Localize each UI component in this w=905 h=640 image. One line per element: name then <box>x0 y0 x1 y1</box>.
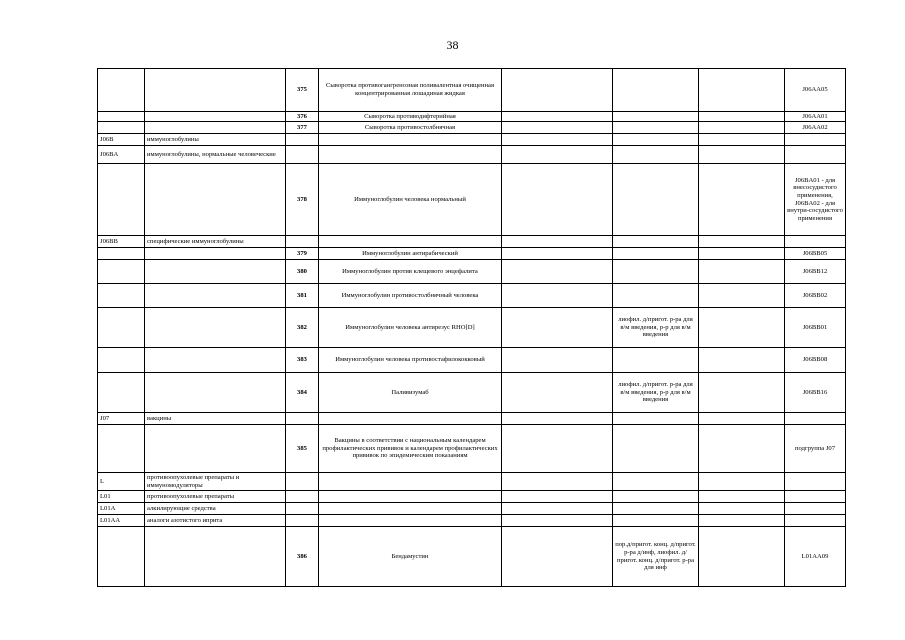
dosage-form-cell <box>613 348 699 373</box>
drug-name-cell: Иммуноглобулин противостолбнячный человека <box>319 284 502 308</box>
empty-cell <box>699 164 785 236</box>
table-row <box>98 473 846 491</box>
atc-code-cell: J06AA05 <box>785 69 846 112</box>
empty-cell <box>699 373 785 413</box>
row-number-cell <box>286 413 319 425</box>
dosage-form-cell: лиофил. д/пригот. р-ра для в/м введения, р-р для в/м введения <box>613 373 699 413</box>
empty-cell <box>502 473 613 491</box>
atc-code-cell <box>785 236 846 248</box>
empty-cell <box>699 348 785 373</box>
drug-name-cell <box>319 236 502 248</box>
atc-group-name-cell <box>145 260 286 284</box>
atc-group-name-cell: противоопухолевые препараты и иммуномодуляторы <box>145 473 286 491</box>
table-row <box>98 491 846 503</box>
atc-group-name-cell <box>145 122 286 134</box>
atc-group-code-cell: L01AA <box>98 515 145 527</box>
table-row <box>98 69 846 112</box>
empty-cell <box>699 527 785 587</box>
atc-group-code-cell <box>98 284 145 308</box>
dosage-form-cell <box>613 284 699 308</box>
dosage-form-cell: пор.д/пригот. конц. д/пригот. р-ра д/инф, лиофил. д/пригот. конц. д/пригот. р-ра для инф <box>613 527 699 587</box>
atc-group-code-cell: L <box>98 473 145 491</box>
atc-group-name-cell <box>145 248 286 260</box>
atc-code-cell: J06BB05 <box>785 248 846 260</box>
row-number-cell <box>286 503 319 515</box>
drug-name-cell: Сыворотка противостолбнячная <box>319 122 502 134</box>
atc-code-cell <box>785 515 846 527</box>
empty-cell <box>502 112 613 122</box>
dosage-form-cell <box>613 503 699 515</box>
drug-name-cell <box>319 146 502 164</box>
table-row <box>98 260 846 284</box>
empty-cell <box>502 413 613 425</box>
empty-cell <box>502 284 613 308</box>
atc-code-cell: J06AA01 <box>785 112 846 122</box>
drug-list-table <box>97 68 846 587</box>
table-row <box>98 425 846 473</box>
row-number-cell <box>286 491 319 503</box>
empty-cell <box>699 425 785 473</box>
atc-group-name-cell: специфические иммуноглобулины <box>145 236 286 248</box>
empty-cell <box>699 491 785 503</box>
drug-name-cell: Сыворотка противодифтерийная <box>319 112 502 122</box>
row-number-cell <box>286 146 319 164</box>
atc-code-cell <box>785 503 846 515</box>
table-body <box>98 69 846 587</box>
empty-cell <box>699 515 785 527</box>
empty-cell <box>502 491 613 503</box>
empty-cell <box>699 248 785 260</box>
dosage-form-cell <box>613 473 699 491</box>
dosage-form-cell <box>613 491 699 503</box>
dosage-form-cell <box>613 112 699 122</box>
empty-cell <box>502 373 613 413</box>
atc-group-name-cell <box>145 69 286 112</box>
dosage-form-cell <box>613 248 699 260</box>
empty-cell <box>502 260 613 284</box>
atc-group-name-cell <box>145 527 286 587</box>
row-number-cell: 377 <box>286 122 319 134</box>
atc-code-cell: J06BB01 <box>785 308 846 348</box>
empty-cell <box>502 503 613 515</box>
empty-cell <box>699 236 785 248</box>
atc-group-code-cell <box>98 122 145 134</box>
atc-group-code-cell <box>98 373 145 413</box>
drug-name-cell: Вакцины в соответствии с национальным календарем профилактических прививок и календарем профилактических прививок по эпидемическим показаниям <box>319 425 502 473</box>
atc-group-name-cell: алкилирующие средства <box>145 503 286 515</box>
atc-group-name-cell <box>145 308 286 348</box>
atc-code-cell: J06AA02 <box>785 122 846 134</box>
empty-cell <box>699 260 785 284</box>
empty-cell <box>699 122 785 134</box>
drug-name-cell <box>319 515 502 527</box>
atc-code-cell <box>785 413 846 425</box>
row-number-cell: 381 <box>286 284 319 308</box>
dosage-form-cell <box>613 260 699 284</box>
atc-group-code-cell <box>98 527 145 587</box>
atc-code-cell <box>785 473 846 491</box>
atc-group-code-cell <box>98 112 145 122</box>
empty-cell <box>699 112 785 122</box>
atc-group-code-cell: J07 <box>98 413 145 425</box>
atc-group-name-cell <box>145 425 286 473</box>
empty-cell <box>502 527 613 587</box>
atc-code-cell: J06BB08 <box>785 348 846 373</box>
atc-group-code-cell: L01 <box>98 491 145 503</box>
atc-group-name-cell <box>145 373 286 413</box>
atc-group-code-cell <box>98 348 145 373</box>
table-row <box>98 248 846 260</box>
dosage-form-cell <box>613 164 699 236</box>
empty-cell <box>502 69 613 112</box>
dosage-form-cell <box>613 236 699 248</box>
atc-group-name-cell: аналоги азотистого иприта <box>145 515 286 527</box>
dosage-form-cell <box>613 515 699 527</box>
empty-cell <box>502 425 613 473</box>
drug-name-cell: Иммуноглобулин против клещевого энцефалита <box>319 260 502 284</box>
drug-name-cell: Бендамустин <box>319 527 502 587</box>
atc-code-cell: J06BB16 <box>785 373 846 413</box>
drug-name-cell: Иммуноглобулин человека противостафилококковый <box>319 348 502 373</box>
empty-cell <box>699 308 785 348</box>
empty-cell <box>699 503 785 515</box>
table-row <box>98 122 846 134</box>
row-number-cell: 386 <box>286 527 319 587</box>
atc-code-cell <box>785 146 846 164</box>
drug-name-cell <box>319 134 502 146</box>
atc-code-cell: подгруппа J07 <box>785 425 846 473</box>
atc-group-name-cell <box>145 284 286 308</box>
empty-cell <box>502 146 613 164</box>
table-row <box>98 164 846 236</box>
empty-cell <box>502 122 613 134</box>
empty-cell <box>502 134 613 146</box>
row-number-cell: 379 <box>286 248 319 260</box>
row-number-cell: 384 <box>286 373 319 413</box>
atc-group-name-cell <box>145 164 286 236</box>
empty-cell <box>699 146 785 164</box>
dosage-form-cell <box>613 425 699 473</box>
atc-group-code-cell <box>98 69 145 112</box>
row-number-cell <box>286 236 319 248</box>
dosage-form-cell: лиофил. д/пригот. р-ра для в/м введения, р-р для в/м введения <box>613 308 699 348</box>
atc-group-code-cell: J06BB <box>98 236 145 248</box>
atc-code-cell: L01AA09 <box>785 527 846 587</box>
empty-cell <box>502 348 613 373</box>
atc-code-cell: J06BA01 - для внесосудистого применения, J06BA02 - для внутри-сосудистого применения <box>785 164 846 236</box>
atc-group-name-cell: вакцины <box>145 413 286 425</box>
atc-group-name-cell <box>145 112 286 122</box>
drug-name-cell: Сыворотка противогангренозная поливалентная очищенная концентрированная лошадиная жидкая <box>319 69 502 112</box>
atc-code-cell: J06BB02 <box>785 284 846 308</box>
table-row <box>98 284 846 308</box>
table-row <box>98 515 846 527</box>
drug-name-cell: Паливизумаб <box>319 373 502 413</box>
atc-group-name-cell: иммуноглобулины <box>145 134 286 146</box>
drug-name-cell: Иммуноглобулин человека нормальный <box>319 164 502 236</box>
empty-cell <box>502 248 613 260</box>
table-row <box>98 348 846 373</box>
atc-code-cell: J06BB12 <box>785 260 846 284</box>
empty-cell <box>502 515 613 527</box>
table-row <box>98 236 846 248</box>
empty-cell <box>502 308 613 348</box>
atc-group-code-cell: J06BA <box>98 146 145 164</box>
table-row <box>98 112 846 122</box>
atc-group-code-cell <box>98 308 145 348</box>
row-number-cell <box>286 473 319 491</box>
drug-name-cell <box>319 503 502 515</box>
atc-group-code-cell <box>98 164 145 236</box>
drug-name-cell: Иммуноглобулин человека антирезус RHO[D] <box>319 308 502 348</box>
atc-code-cell <box>785 491 846 503</box>
empty-cell <box>502 236 613 248</box>
atc-group-code-cell <box>98 248 145 260</box>
atc-group-name-cell <box>145 348 286 373</box>
table-row <box>98 503 846 515</box>
empty-cell <box>699 69 785 112</box>
dosage-form-cell <box>613 122 699 134</box>
atc-code-cell <box>785 134 846 146</box>
row-number-cell: 385 <box>286 425 319 473</box>
row-number-cell: 375 <box>286 69 319 112</box>
drug-name-cell <box>319 413 502 425</box>
atc-group-name-cell: иммуноглобулины, нормальные человеческие <box>145 146 286 164</box>
empty-cell <box>699 134 785 146</box>
empty-cell <box>699 284 785 308</box>
atc-group-code-cell: J06B <box>98 134 145 146</box>
page-number: 38 <box>446 38 459 52</box>
row-number-cell <box>286 515 319 527</box>
drug-name-cell <box>319 491 502 503</box>
atc-group-name-cell: противоопухолевые препараты <box>145 491 286 503</box>
table-row <box>98 134 846 146</box>
row-number-cell: 378 <box>286 164 319 236</box>
table-row <box>98 413 846 425</box>
empty-cell <box>699 413 785 425</box>
dosage-form-cell <box>613 146 699 164</box>
row-number-cell: 380 <box>286 260 319 284</box>
row-number-cell: 382 <box>286 308 319 348</box>
atc-group-code-cell <box>98 260 145 284</box>
drug-name-cell: Иммуноглобулин антирабический <box>319 248 502 260</box>
empty-cell <box>699 473 785 491</box>
row-number-cell: 383 <box>286 348 319 373</box>
table-row <box>98 308 846 348</box>
table-row <box>98 373 846 413</box>
dosage-form-cell <box>613 413 699 425</box>
table-row <box>98 146 846 164</box>
dosage-form-cell <box>613 69 699 112</box>
drug-name-cell <box>319 473 502 491</box>
row-number-cell: 376 <box>286 112 319 122</box>
dosage-form-cell <box>613 134 699 146</box>
table-row <box>98 527 846 587</box>
empty-cell <box>502 164 613 236</box>
atc-group-code-cell: L01A <box>98 503 145 515</box>
atc-group-code-cell <box>98 425 145 473</box>
row-number-cell <box>286 134 319 146</box>
